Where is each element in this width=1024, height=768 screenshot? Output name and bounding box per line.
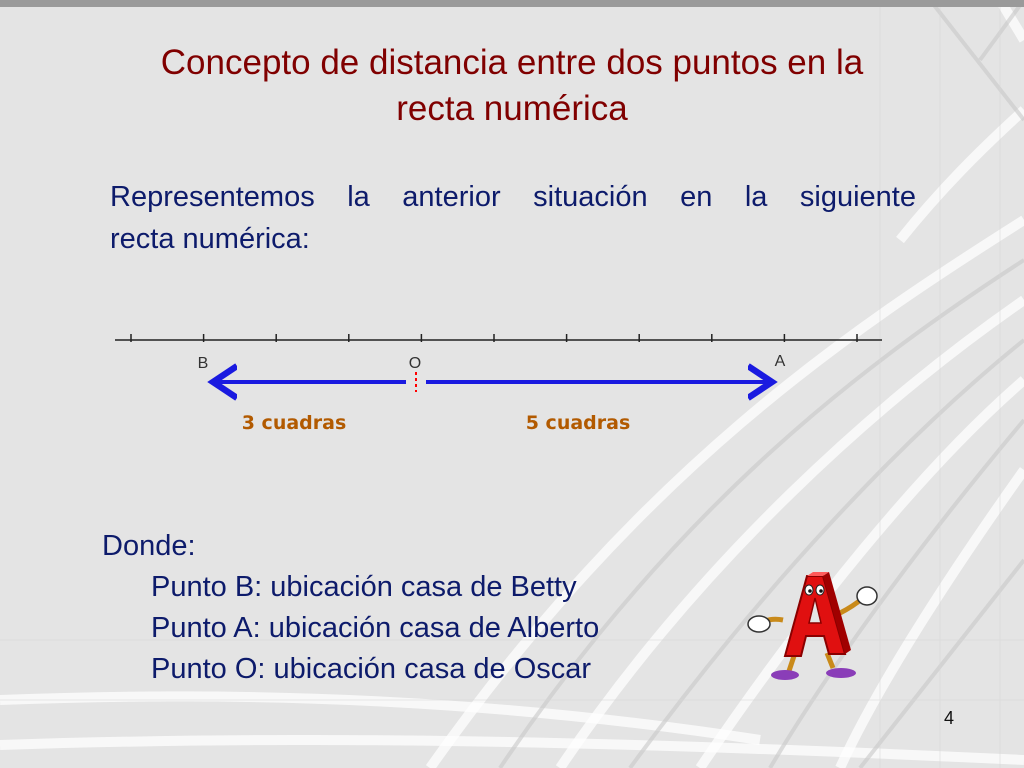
point-b-label: B	[197, 355, 209, 372]
slide-title-line-1: Concepto de distancia entre dos puntos en la	[160, 43, 864, 82]
point-o-label: O	[408, 355, 422, 372]
slide-title-line-2: recta numérica	[396, 89, 628, 128]
number-line-ticks	[131, 334, 857, 342]
legend-block	[102, 526, 599, 690]
legend-heading: Donde:	[102, 530, 196, 562]
distance-label-ob: 3 cuadras	[241, 412, 347, 434]
legend-item-o: Punto O: ubicación casa de Oscar	[151, 653, 592, 685]
intro-line-2: recta numérica:	[110, 223, 310, 255]
legend-item-b: Punto B: ubicación casa de Betty	[151, 571, 577, 603]
intro-line-1: Representemos la anterior situación en la siguiente	[110, 181, 916, 213]
distance-label-oa: 5 cuadras	[525, 412, 631, 434]
point-a-label: A	[774, 353, 786, 370]
legend-item-a: Punto A: ubicación casa de Alberto	[151, 612, 600, 644]
letter-a-mascot-icon	[745, 568, 885, 688]
page-number: 4	[944, 708, 955, 728]
